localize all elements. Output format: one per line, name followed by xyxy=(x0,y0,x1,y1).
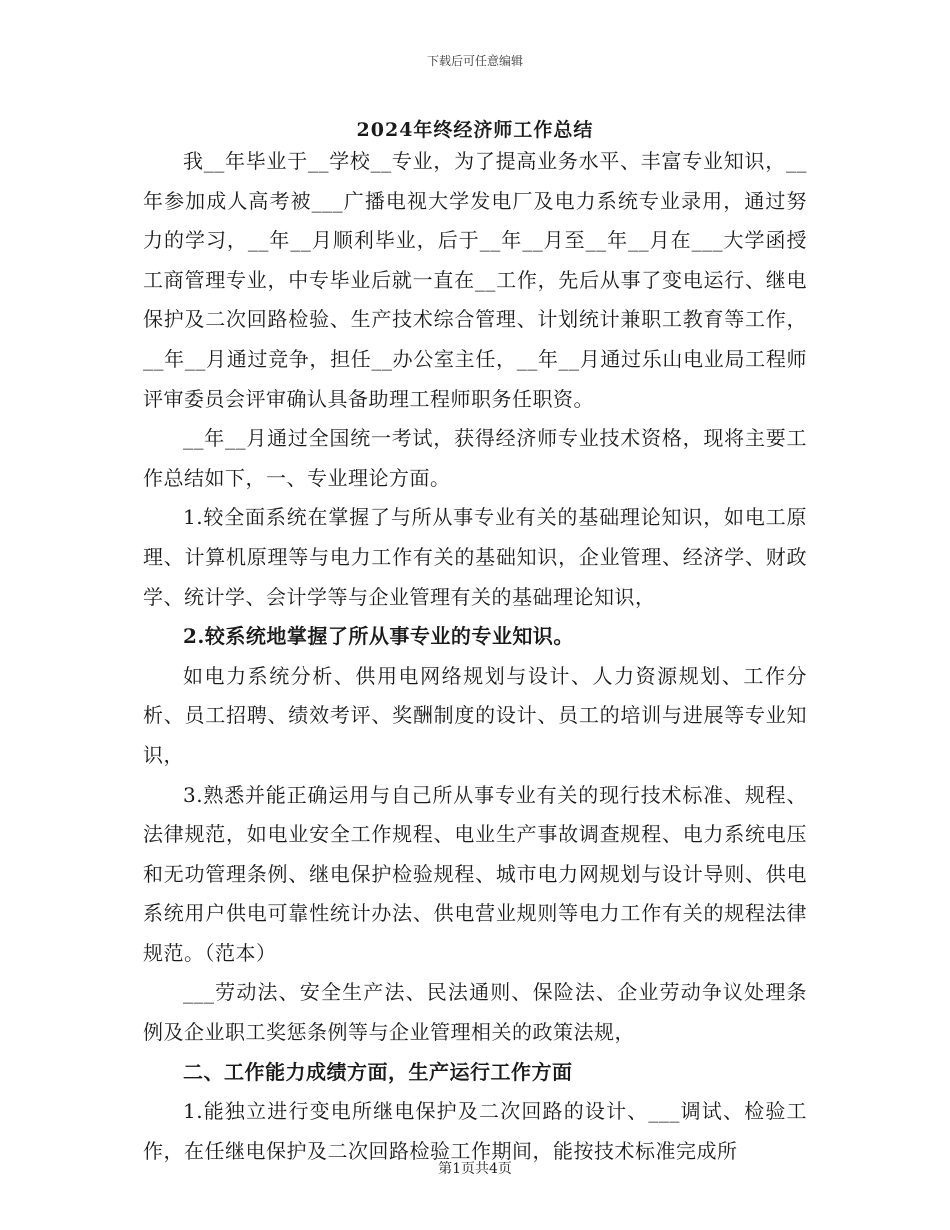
section-heading-2: 2.较系统地掌握了所从事专业的专业知识。 xyxy=(183,624,574,649)
document-title: 2024年终经济师工作总结 xyxy=(356,119,594,141)
paragraph-3: 1.较全面系统在掌握了与所从事专业有关的基础理论知识，如电工原理、计算机原理等与电力工作有关的基础知识，企业管理、经济学、财政学、统计学、会计学等与企业管理有关的基础理论知识， xyxy=(143,505,807,609)
paragraph-9: 1.能独立进行变电所继电保护及二次回路的设计、___调试、检验工作，在任继电保护及二次回路检验工作期间，能按技术标准完成所 xyxy=(143,1099,807,1163)
document-body xyxy=(143,142,807,1171)
page-header-note: 下载后可任意编辑 xyxy=(426,54,523,68)
paragraph-2: __年__月通过全国统一考试，获得经济师专业技术资格，现将主要工作总结如下，一、专业理论方面。 xyxy=(143,426,807,490)
paragraph-1: 我__年毕业于__学校__专业，为了提高业务水平、丰富专业知识，__年参加成人高考被___广播电视大学发电厂及电力系统专业录用，通过努力的学习，__年__月顺利毕业，后于__年__月至__年__月在___大学函授工商管理专业，中专毕业后就一直在__工作，先后从事了变电运行、继电保护及二次回路检验、生产技术综合管理、计划统计兼职工教育等工作，__年__月通过竞争，担任__办公室主任，__年__月通过乐山电业局工程师评审委员会评审确认具备助理工程师职务任职资。 xyxy=(143,149,807,411)
paragraph-5: 如电力系统分析、供用电网络规划与设计、人力资源规划、工作分析、员工招聘、绩效考评、奖酬制度的设计、员工的培训与进展等专业知识， xyxy=(143,663,807,767)
paragraph-6: 3.熟悉并能正确运用与自己所从事专业有关的现行技术标准、规程、法律规范，如电业安全工作规程、电业生产事故调查规程、电力系统电压和无功管理条例、继电保护检验规程、城市电力网规划与设计导则、供电系统用户供电可靠性统计办法、供电营业规则等电力工作有关的规程法律规范。（范本） xyxy=(143,782,807,965)
paragraph-7: ___劳动法、安全生产法、民法通则、保险法、企业劳动争议处理条例及企业职工奖惩条例等与企业管理相关的政策法规， xyxy=(143,980,807,1045)
section-heading-work-ability: 二、工作能力成绩方面，生产运行工作方面 xyxy=(183,1059,573,1084)
page-number-footer: 第1页共4页 xyxy=(438,1161,512,1177)
